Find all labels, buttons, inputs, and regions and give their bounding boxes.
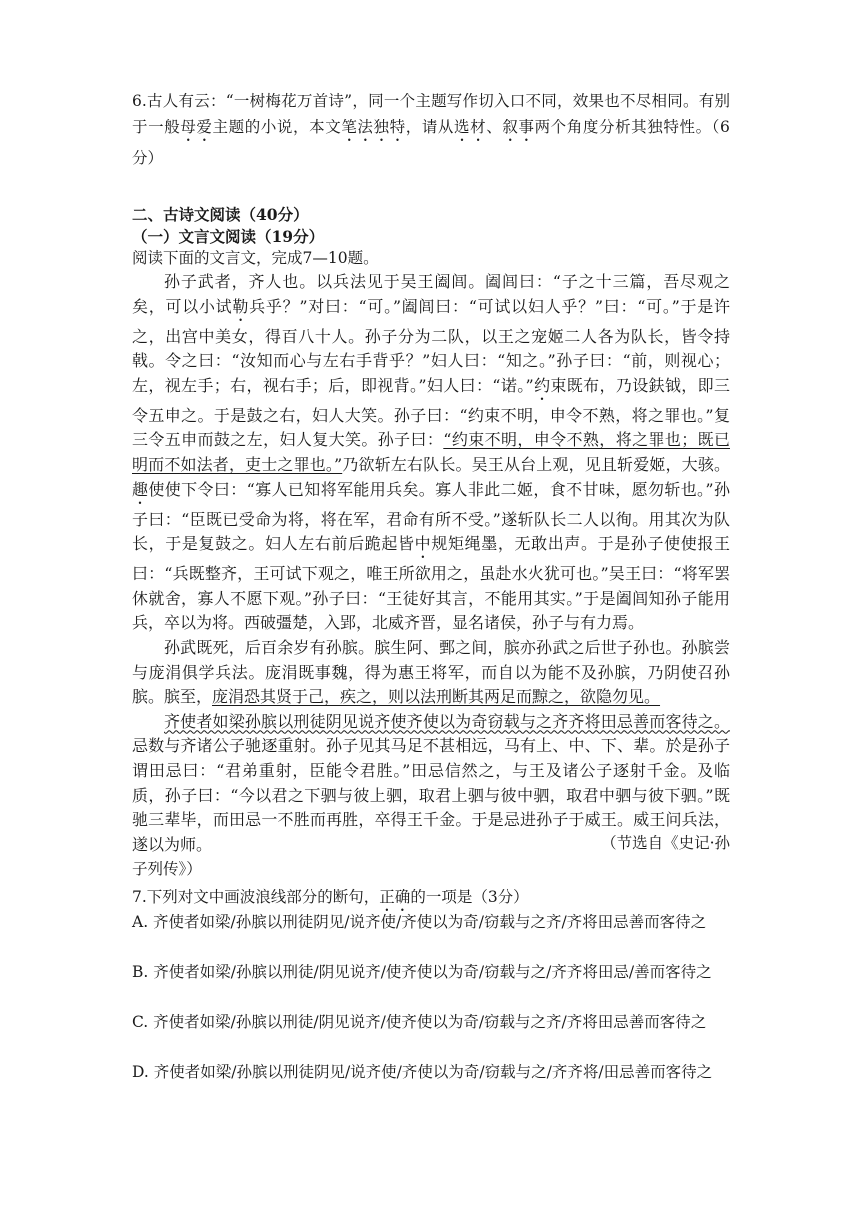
emphasis-qu: 趣 — [132, 479, 149, 499]
underlined-sentence-2: 庞涓恐其贤于己，疾之，则以法刑断其两足而黥之，欲隐勿见。 — [212, 687, 661, 707]
q7-text: 7.下列对文中画波浪线部分的断句， — [132, 888, 380, 906]
source-line-1: （节选自《史记·孙 — [601, 834, 730, 852]
passage-text: 束既布，乃设鈇钺，即三令五申之。于是鼓之右，妇人大笑。孙子曰：“约束不明，申令不熟，将之罪也。”复三令五申而鼓之左，妇人复大笑。孙子曰： — [132, 375, 730, 450]
section-2-1-heading: （一）文言文阅读（19分） — [132, 227, 325, 246]
q6-text: 6.古人有云：“一树梅花万首诗”，同一个主题写作切入口不同，效果也不尽相同。有别于一般 — [132, 92, 730, 136]
section-2-heading: 二、古诗文阅读（40分） — [132, 205, 309, 224]
passage-paragraph-1 — [132, 270, 730, 636]
q6-emphasis-xuancai: 选材 — [454, 118, 487, 136]
wavy-underlined-segment: 齐使者如梁孙膑以刑徒阴见说齐使齐使以为奇窃载与之齐齐将田忌善而客待之。 — [164, 711, 730, 731]
q6-text: ，请从 — [405, 118, 455, 136]
emphasis-yue: 约 — [533, 375, 551, 395]
option-a[interactable]: A. 齐使者如梁/孙膑以刑徒阴见/说齐使/齐使以为奇/窃载与之齐/齐将田忌善而客待之 — [132, 913, 707, 931]
emphasis-zhong: 中 — [414, 534, 432, 554]
source-citation — [132, 830, 730, 882]
passage-text: 孙子武者，齐人也。以兵法见于吴王阖闾。阖闾曰：“子之十三篇，吾尽观之矣，可以小试 — [132, 272, 730, 316]
passage-text: 使使下令曰：“寡人已知将军能用兵矣。寡人非此二姬，食不甘味，愿勿斩也。”孙子曰：“臣既已受命为将，将在军，君命有所不受。”遂斩队长二人以徇。用其次为队长，于是复鼓之。妇人左右前后跪起皆 — [132, 479, 730, 554]
q6-text: 、 — [486, 118, 503, 136]
classical-passage — [132, 270, 730, 857]
passage-text: 乃欲斩左右队长。吴王从台上观，见且斩爱姬，大骇。 — [342, 454, 730, 474]
q6-emphasis-xushi: 叙事 — [502, 118, 535, 136]
emphasis-le: 勒 — [232, 296, 250, 316]
q7-emphasis-zhengque: 正确 — [379, 888, 411, 906]
q6-emphasis-muai: 母爱 — [180, 118, 213, 136]
question-6 — [132, 88, 730, 171]
option-c[interactable]: C. 齐使者如梁/孙膑以刑徒/阴见说齐/使齐使以为奇/窃载与之齐/齐将田忌善而客待之 — [132, 1013, 707, 1031]
passage-text: 忌数与齐诸公子驰逐重射。孙子见其马足不甚相远，马有上、中、下、辈。於是孙子谓田忌曰：“君弟重射，臣能令君胜。”田忌信然之，与王及诸公子逐射千金。及临质，孙子曰：“今以君之下驷与彼上驷，取君上驷与彼中驷，取君中驷与彼下驷。”既驰三辈毕，而田忌一不胜而再胜，卒得王千金。于是忌进孙子于威王。威王问兵法，遂以为师。 — [132, 736, 730, 854]
q6-emphasis-bifa: 笔法独特 — [341, 118, 406, 136]
source-line-2: 子列传》） — [132, 860, 202, 878]
underlined-sentence-1: “约束不明，申令不熟，将之罪也；既已明而不如法者，吏士之罪也。” — [132, 430, 730, 474]
q6-text: 两个角度分析其独特性。（6分） — [132, 118, 730, 167]
passage-text: 孙武既死，后百余岁有孙膑。膑生阿、鄄之间，膑亦孙武之后世子孙也。孙膑尝与庞涓俱学兵法。庞涓既事魏，得为惠王将军，而自以为能不及孙膑，乃阴使召孙膑。膑至， — [132, 637, 730, 707]
q7-text: 的一项是（3分） — [410, 888, 529, 906]
passage-text: 规矩绳墨，无敢出声。于是孙子使使报王曰：“兵既整齐，王可试下观之，唯王所欲用之，虽赴水火犹可也。”吴王曰：“将军罢休就舍，寡人不愿下观。”孙子曰：“王徒好其言，不能用其实。”于是阖闾知孙子能用兵，卒以为将。西破彊楚，入郢，北威齐晋，显名诸侯，孙子与有力焉。 — [132, 534, 730, 633]
q6-text: 主题的小说，本文 — [212, 118, 342, 136]
passage-paragraph-2 — [132, 636, 730, 710]
option-b[interactable]: B. 齐使者如梁/孙膑以刑徒/阴见说齐/使齐使以为奇/窃载与之/齐齐将田忌/善而客待之 — [132, 963, 712, 981]
option-d[interactable]: D. 齐使者如梁/孙膑以刑徒阴见/说齐使/齐使以为奇/窃载与之/齐齐将/田忌善而客待之 — [132, 1063, 713, 1081]
passage-text: 兵乎？”对曰：“可。”阖闾曰：“可试以妇人乎？”曰：“可。”于是许之，出宫中美女，得百八十人。孙子分为二队，以王之宠姬二人各为队长，皆令持戟。令之曰：“汝知而心与左右手背乎？”妇人曰：“知之。”孙子曰：“前，则视心；左，视左手；右，视右手；后，即视背。”妇人曰：“诺。” — [132, 296, 730, 395]
reading-instructions: 阅读下面的文言文，完成7—10题。 — [132, 249, 379, 267]
